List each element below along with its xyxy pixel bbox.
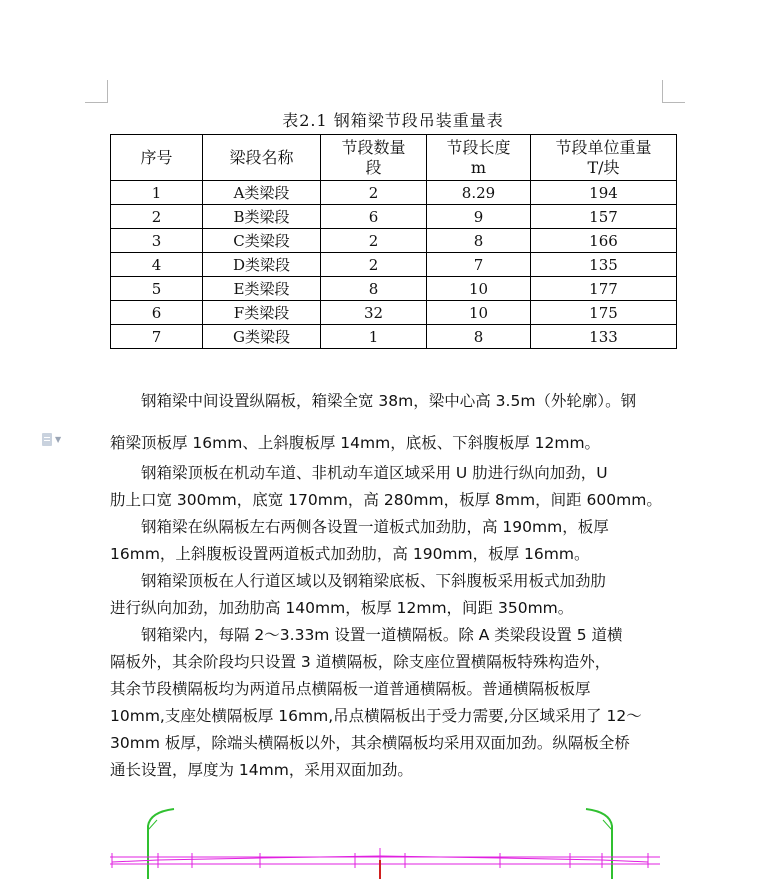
header-cell: 节段长度 m	[427, 135, 531, 181]
paragraph-line: 钢箱梁中间设置纵隔板，箱梁全宽 38m，梁中心高 3.5m（外轮廓）。钢	[110, 392, 637, 410]
table-cell: 194	[531, 181, 677, 205]
table-cell: 2	[321, 181, 427, 205]
paragraph-line: 30mm 板厚，除端头横隔板以外，其余横隔板均采用双面加劲。纵隔板全桥	[110, 734, 630, 752]
table-cell: 175	[531, 301, 677, 325]
body-paragraph	[110, 380, 670, 464]
paragraph-line: 10mm,支座处横隔板厚 16mm,吊点横隔板出于受力需要,分区域采用了 12～	[110, 707, 642, 725]
table-cell: 6	[321, 205, 427, 229]
table-cell: E类梁段	[203, 277, 321, 301]
header-cell: 梁段名称	[203, 135, 321, 181]
document-icon	[42, 433, 52, 446]
table-cell: 2	[321, 229, 427, 253]
paragraph-line: 16mm，上斜腹板设置两道板式加劲肋，高 190mm，板厚 16mm。	[110, 545, 590, 563]
table-cell: F类梁段	[203, 301, 321, 325]
paragraph-line: 钢箱梁顶板在机动车道、非机动车道区域采用 U 肋进行纵向加劲，U	[110, 464, 608, 482]
chevron-down-icon: ▼	[55, 434, 62, 444]
table-cell: 133	[531, 325, 677, 349]
table-cell: 8	[427, 325, 531, 349]
paragraph-line: 钢箱梁内，每隔 2～3.33m 设置一道横隔板。除 A 类梁段设置 5 道横	[110, 626, 623, 644]
street-lamp-left	[148, 809, 174, 879]
body-paragraph	[110, 460, 670, 514]
street-lamp-right	[586, 809, 612, 879]
table-cell: 166	[531, 229, 677, 253]
table-cell: 8	[321, 277, 427, 301]
table-cell: 10	[427, 277, 531, 301]
table-cell: 7	[111, 325, 203, 349]
header-cell: 节段数量 段	[321, 135, 427, 181]
table-row	[111, 181, 677, 205]
table-cell: 5	[111, 277, 203, 301]
table-cell: 4	[111, 253, 203, 277]
table-cell: B类梁段	[203, 205, 321, 229]
table-cell: 8.29	[427, 181, 531, 205]
body-paragraph	[110, 514, 670, 568]
table-cell: 32	[321, 301, 427, 325]
page-corner-mark-right	[662, 80, 685, 103]
table-cell: 9	[427, 205, 531, 229]
paragraph-line: 通长设置，厚度为 14mm，采用双面加劲。	[110, 761, 413, 779]
segment-weight-table	[110, 134, 677, 349]
bridge-cross-section-drawing	[100, 800, 679, 879]
table-cell: 157	[531, 205, 677, 229]
table-cell: A类梁段	[203, 181, 321, 205]
table-cell: 177	[531, 277, 677, 301]
table-cell: 10	[427, 301, 531, 325]
table-cell: 6	[111, 301, 203, 325]
table-cell: 1	[111, 181, 203, 205]
paragraph-line: 隔板外，其余阶段均只设置 3 道横隔板，除支座位置横隔板特殊构造外，	[110, 653, 611, 671]
table-row	[111, 229, 677, 253]
paragraph-line: 肋上口宽 300mm，底宽 170mm，高 280mm，板厚 8mm，间距 600mm。	[110, 491, 662, 509]
table-cell: 2	[111, 205, 203, 229]
table-cell: 3	[111, 229, 203, 253]
table-row	[111, 205, 677, 229]
header-cell: 节段单位重量 T/块	[531, 135, 677, 181]
table-cell: C类梁段	[203, 229, 321, 253]
paragraph-line: 进行纵向加劲，加劲肋高 140mm，板厚 12mm，间距 350mm。	[110, 599, 574, 617]
header-cell: 序号	[111, 135, 203, 181]
table-cell: G类梁段	[203, 325, 321, 349]
table-caption: 表2.1 钢箱梁节段吊装重量表	[282, 111, 504, 130]
table-cell: 8	[427, 229, 531, 253]
table-header-row	[111, 135, 677, 181]
table-cell: 7	[427, 253, 531, 277]
table-cell: 2	[321, 253, 427, 277]
paragraph-options-button[interactable]	[42, 431, 70, 447]
dimension-lines	[110, 848, 660, 870]
paragraph-line: 钢箱梁在纵隔板左右两侧各设置一道板式加劲肋，高 190mm，板厚	[110, 518, 609, 536]
body-paragraph	[110, 568, 670, 622]
paragraph-line: 钢箱梁顶板在人行道区域以及钢箱梁底板、下斜腹板采用板式加劲肋	[110, 572, 607, 590]
table-row	[111, 301, 677, 325]
table-row	[111, 253, 677, 277]
table-cell: 1	[321, 325, 427, 349]
table-row	[111, 325, 677, 349]
paragraph-line: 箱梁顶板厚 16mm、上斜腹板厚 14mm，底板、下斜腹板厚 12mm。	[110, 434, 601, 452]
table-cell: D类梁段	[203, 253, 321, 277]
table-row	[111, 277, 677, 301]
lamp-pole	[148, 809, 174, 879]
paragraph-line: 其余节段横隔板均为两道吊点横隔板一道普通横隔板。普通横隔板板厚	[110, 680, 591, 698]
table-cell: 135	[531, 253, 677, 277]
lamp-pole	[586, 809, 612, 879]
page-corner-mark-left	[85, 80, 108, 103]
body-paragraph	[110, 622, 670, 784]
